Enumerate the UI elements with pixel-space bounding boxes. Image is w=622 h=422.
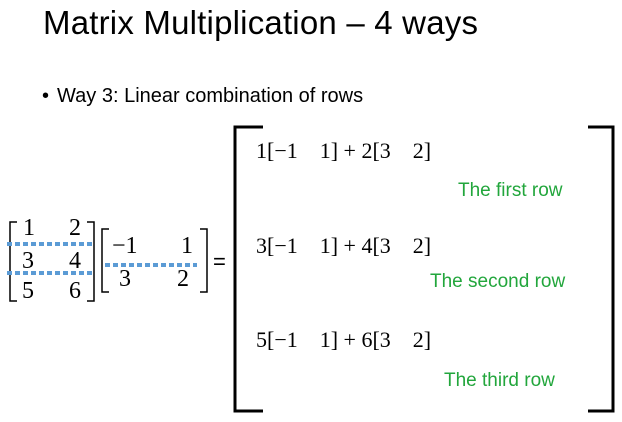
- matrix-b-cell: 1: [181, 233, 193, 259]
- matrix-b-left-bracket: [102, 229, 109, 292]
- result-row-label: The third row: [444, 370, 555, 391]
- result-row-expression: 3[−1 1] + 4[3 2]: [256, 233, 432, 258]
- result-right-bracket: [588, 127, 613, 411]
- equals-sign: =: [213, 249, 226, 274]
- matrix-a-cell: 3: [22, 248, 34, 274]
- matrix-b-cell: 3: [119, 266, 131, 292]
- bullet-text: Way 3: Linear combination of rows: [57, 85, 364, 107]
- matrix-a-cell: 1: [23, 215, 35, 241]
- matrix-a-cell: 4: [69, 248, 81, 274]
- matrix-a-cell: 2: [69, 215, 81, 241]
- matrix-b-cell: −1: [112, 233, 138, 259]
- matrix-a-cell: 6: [69, 278, 81, 304]
- slide-title: Matrix Multiplication – 4 ways: [43, 4, 479, 41]
- matrix-b-right-bracket: [200, 229, 207, 292]
- result-left-bracket: [235, 127, 263, 411]
- bullet-marker: •: [42, 85, 50, 107]
- result-row-expression: 1[−1 1] + 2[3 2]: [256, 138, 432, 163]
- result-row-expression: 5[−1 1] + 6[3 2]: [256, 327, 432, 352]
- matrix-b-cell: 2: [177, 266, 189, 292]
- result-row-label: The first row: [458, 180, 563, 201]
- matrix-a-left-bracket: [10, 222, 17, 301]
- matrix-a-cell: 5: [22, 278, 34, 304]
- matrix-a-right-bracket: [87, 222, 94, 301]
- result-row-label: The second row: [430, 271, 566, 292]
